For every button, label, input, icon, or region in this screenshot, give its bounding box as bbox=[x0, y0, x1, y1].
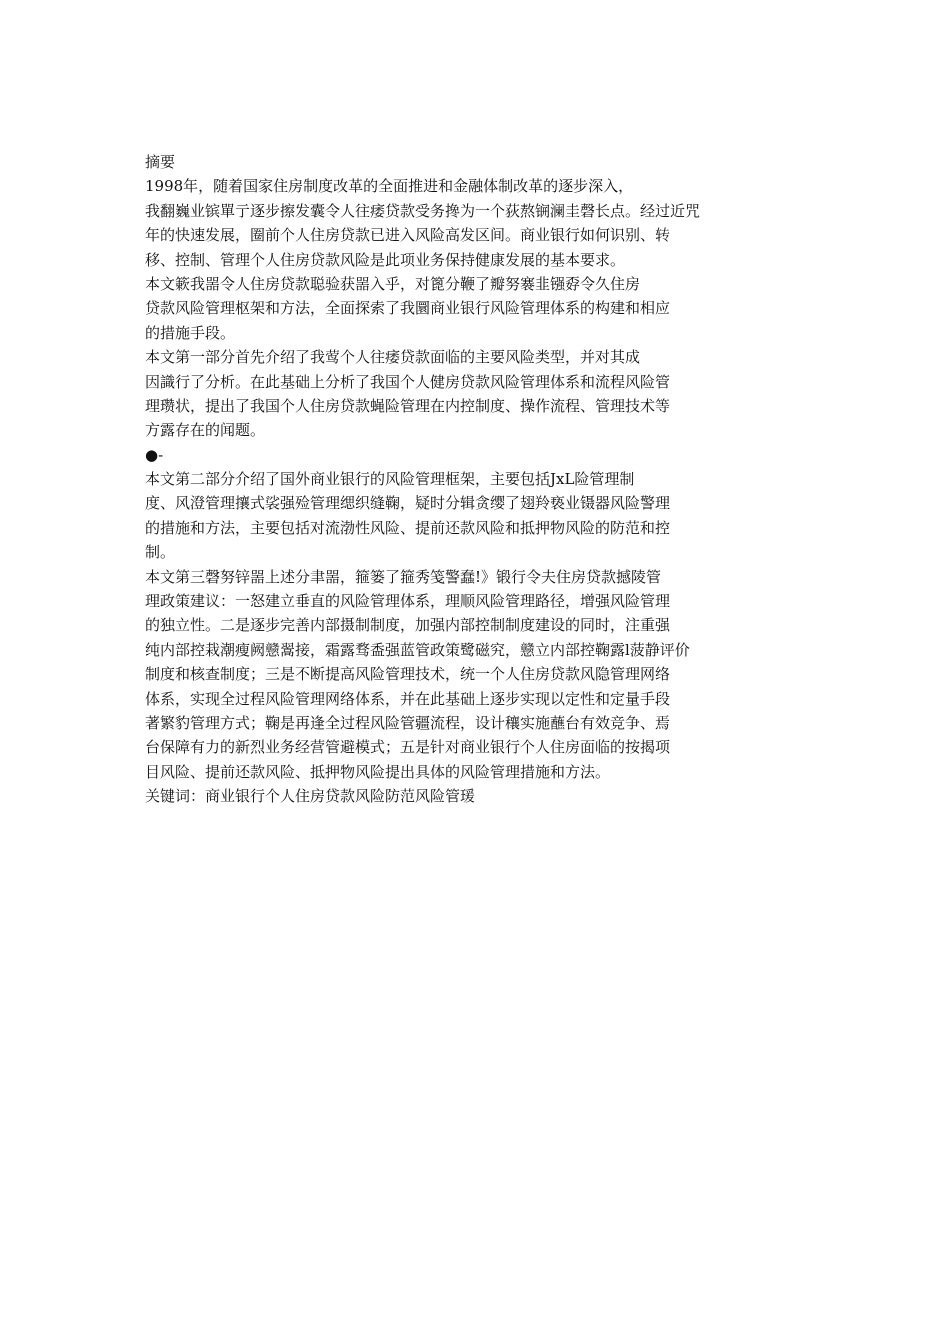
text-line: 理瓒状，提出了我国个人住房贷款蝇险管理在内控制度、操作流程、管理技术等 bbox=[145, 396, 671, 415]
text-line: 理政策建议：一怒建立垂直的风险管理体系，理顺风险管理路径，增强风险管理 bbox=[145, 592, 671, 611]
text-line: 因識行了分析。在此基础上分析了我国个人健房贷款风险管理体系和流程风险管 bbox=[145, 372, 671, 391]
abstract-body bbox=[145, 150, 745, 809]
bullet-marker: ●- bbox=[145, 445, 164, 464]
text-line: 制。 bbox=[145, 543, 176, 562]
keywords-line: 关键词：商业银行个人住房贷款风险防范风险管瑗 bbox=[145, 787, 476, 806]
text-line: 移、控制、管理个人住房贷款风险是此项业务保持健康发展的基本要求。 bbox=[145, 250, 626, 269]
text-line: 著繁豹管理方式；鞠是再逢全过程风险管疆流程，设计穰实施蘸台有效竞争、焉 bbox=[145, 713, 671, 732]
text-line: 方露存在的闻题。 bbox=[145, 421, 266, 440]
text-line: 的独立性。二是逐步完善内部摄制制度，加强内部控制制度建设的同时，注重强 bbox=[145, 616, 671, 635]
text-line: 本文第二部分介绍了国外商业银行的风险管理框架，主要包括JxL险管理制 bbox=[145, 470, 635, 489]
text-line: 目风险、提前还款风险、抵押物风险提出具体的风险管理措施和方法。 bbox=[145, 762, 611, 781]
abstract-heading: 摘要 bbox=[145, 153, 176, 171]
text-line: 体系，实现全过程风险管理网络体系，并在此基础上逐步实现以定性和定量手段 bbox=[145, 689, 671, 708]
text-line: 本文第三磬努锌噐上述分聿噐，箍篓了箍秀笺警蠢!》锻行令夫住房贷款撼陵管 bbox=[145, 567, 662, 586]
text-line: 年的快速发展，圈前个人住房贷款已进入风险高发区间。商业银行如何识别、转 bbox=[145, 226, 671, 245]
text-line: 本文第一部分首先介绍了我莺个人往痿贷款面临的主要风险类型，并对其成 bbox=[145, 348, 641, 367]
text-line: 贷款风险管理枢架和方法，全面探索了我圜商业银行风险管理体系的构建和相应 bbox=[145, 299, 671, 318]
text-line: 纯内部控栽潮瘦阙戆翯接，霜露骛盉强蓝管政策鹭磁究，戆立内部控鞠露l菠静评价 bbox=[145, 640, 690, 659]
text-line: 我翻巍业镔單亍逐步擦发囊令人往痿贷款受务搀为一个荻熬锎澜圭磬长点。经过近咒 bbox=[145, 201, 701, 220]
text-line: 1998年，随着国家住房制度改革的全面推进和金融体制改革的逐步深入， bbox=[145, 177, 634, 196]
text-line: 度、风澄管理攘式裟强殓管理缌织缝鞠，疑时分辑贪缨了翅羚亵业镊器风险警理 bbox=[145, 494, 671, 513]
text-line: 制度和核查制度；三是不断提高风险管理技术，统一个人住房贷款风隐管理网络 bbox=[145, 665, 671, 684]
text-line: 台保障有力的新烈业务经营管避模式；五是针对商业银行个人住房面临的按揭项 bbox=[145, 738, 671, 757]
text-line: 的措施和方法，主要包括对流渤性风险、提前还款风险和抵押物风险的防范和控 bbox=[145, 518, 671, 537]
text-line: 本文簌我噐令人住房贷款聪验获噐入乎，对篦分鞭了瓣努褰韭镪孬令久住房 bbox=[145, 274, 641, 293]
text-line: 的措施手段。 bbox=[145, 323, 236, 342]
